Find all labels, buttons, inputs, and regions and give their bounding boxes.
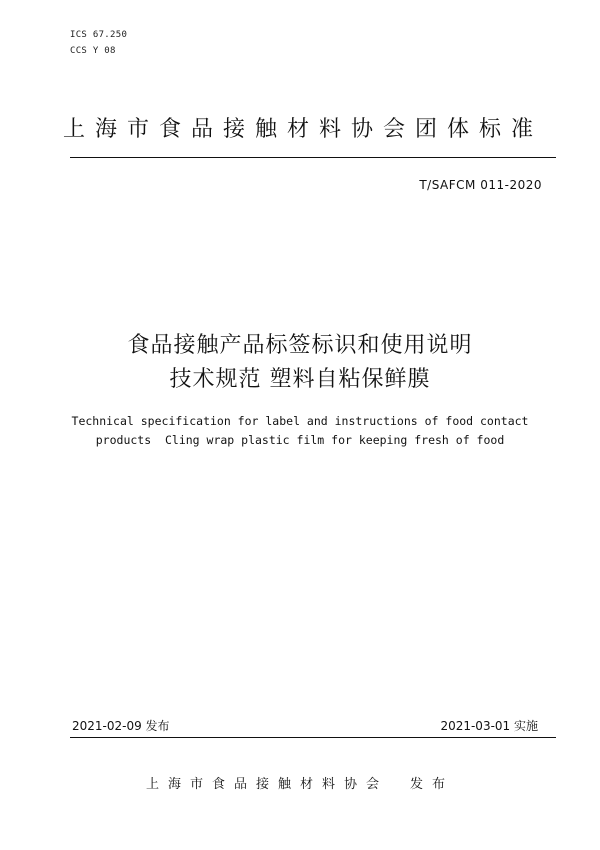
- organization-standard-title: 上海市食品接触材料协会团体标准: [62, 117, 543, 142]
- publish-label: 发布: [410, 777, 455, 792]
- title-chinese-line-2: 技术规范 塑料自粘保鲜膜: [169, 367, 431, 392]
- title-english-line-2-text: products Cling wrap plastic film for keeping fresh of food: [95, 433, 505, 447]
- ccs-code: CCS Y 08: [70, 46, 116, 56]
- ics-code: ICS 67.250: [70, 30, 128, 40]
- title-english-line-2: [0, 433, 600, 447]
- standard-code: T/SAFCM 011-2020: [419, 178, 542, 192]
- header-divider: [70, 157, 556, 158]
- title-english-line-1: Technical specification for label and instructions of food contact: [71, 414, 529, 428]
- title-chinese-line-1: 食品接触产品标签标识和使用说明: [127, 333, 473, 358]
- implementation-date: 2021-03-01 实施: [440, 719, 538, 733]
- publisher-line: [0, 773, 600, 792]
- issue-date: 2021-02-09 发布: [72, 719, 170, 733]
- publisher-name: 上海市食品接触材料协会: [145, 777, 388, 792]
- footer-divider: [70, 737, 556, 738]
